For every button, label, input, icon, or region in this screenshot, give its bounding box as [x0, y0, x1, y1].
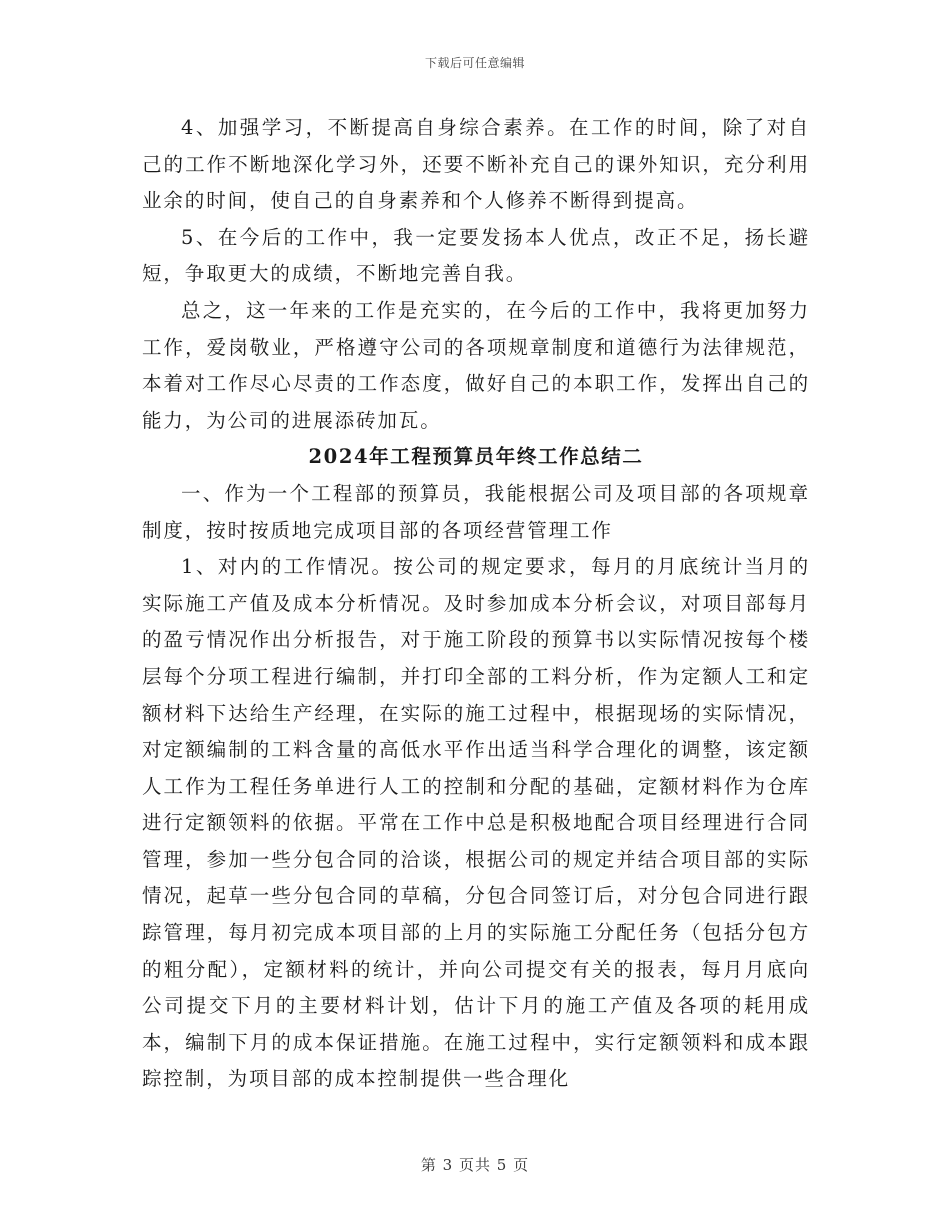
paragraph-section-one: 一、作为一个工程部的预算员，我能根据公司及项目部的各项规章制度，按时按质地完成项目部的各项经营管理工作 — [142, 481, 810, 542]
page-header: 下载后可任意编辑 — [424, 56, 525, 70]
section-title: 2024年工程预算员年终工作总结二 — [308, 445, 644, 469]
page-number: 第 3 页共 5 页 — [420, 1156, 530, 1174]
paragraph-item-5: 5、在今后的工作中，我一定要发扬本人优点，改正不足，扬长避短，争取更大的成绩，不断地完善自我。 — [142, 225, 810, 286]
paragraph-internal-work: 1、对内的工作情况。按公司的规定要求，每月的月底统计当月的实际施工产值及成本分析情况。及时参加成本分析会议，对项目部每月的盈亏情况作出分析报告，对于施工阶段的预算书以实际情况按每个楼层每个分项工程进行编制，并打印全部的工料分析，作为定额人工和定额材料下达给生产经理，在实际的施工过程中，根据现场的实际情况，对定额编制的工料含量的高低水平作出适当科学合理化的调整，该定额人工作为工程任务单进行人工的控制和分配的基础，定额材料作为仓库进行定额领料的依据。平常在工作中总是积极地配合项目经理进行合同管理，参加一些分包合同的洽谈，根据公司的规定并结合项目部的实际情况，起草一些分包合同的草稿，分包合同签订后，对分包合同进行跟踪管理，每月初完成本项目部的上月的实际施工分配任务（包括分包方的粗分配），定额材料的统计，并向公司提交有关的报表，每月月底向公司提交下月的主要材料计划，估计下月的施工产值及各项的耗用成本，编制下月的成本保证措施。在施工过程中，实行定额领料和成本跟踪控制，为项目部的成本控制提供一些合理化 — [142, 555, 810, 1091]
paragraph-item-4: 4、加强学习，不断提高自身综合素养。在工作的时间，除了对自己的工作不断地深化学习外，还要不断补充自己的课外知识，充分利用业余的时间，使自己的自身素养和个人修养不断得到提高。 — [142, 116, 810, 213]
paragraph-summary: 总之，这一年来的工作是充实的，在今后的工作中，我将更加努力工作，爱岗敬业，严格遵守公司的各项规章制度和道德行为法律规范，本着对工作尽心尽责的工作态度，做好自己的本职工作，发挥出自己的能力，为公司的进展添砖加瓦。 — [142, 298, 810, 432]
document-body — [142, 110, 810, 1098]
